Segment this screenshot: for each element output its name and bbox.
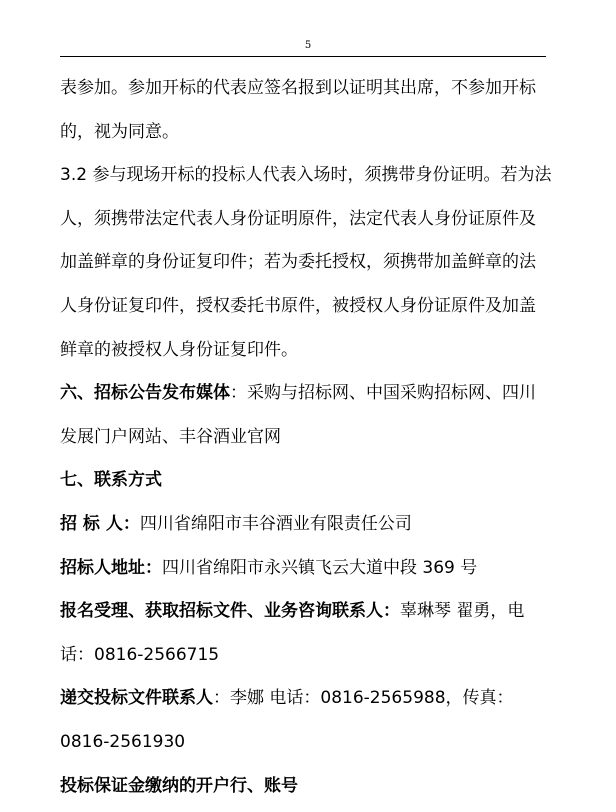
text-run: 四川省绵阳市丰谷酒业有限责任公司 [139, 513, 412, 534]
text-line [60, 67, 550, 111]
text-run: 四川省绵阳市永兴镇飞云大道中段 369 号 [162, 557, 478, 578]
document-body [60, 67, 550, 808]
paragraph [60, 590, 550, 677]
page-number: 5 [304, 40, 312, 51]
text-run: 辜琳琴 翟勇，电 [400, 601, 525, 622]
paragraph [60, 503, 550, 547]
paragraph [60, 459, 550, 503]
text-run: 3.2 参与现场开标的投标人代表入场时，须携带身份证明。若为法 [60, 165, 552, 186]
text-line [60, 677, 550, 721]
bold-text-run: 六、招标公告发布媒体 [60, 383, 230, 404]
text-line [60, 765, 550, 809]
text-line [60, 634, 550, 678]
bold-text-run: 报名受理、获取招标文件、业务咨询联系人： [60, 601, 400, 622]
text-line [60, 111, 550, 155]
header-rule [60, 56, 546, 57]
text-run: 加盖鲜章的身份证复印件；若为委托授权，须携带加盖鲜章的法 [60, 252, 536, 273]
text-line [60, 459, 550, 503]
text-run: 的，视为同意。 [60, 121, 179, 142]
bold-text-run: 七、联系方式 [60, 470, 162, 491]
bold-text-run: 投标保证金缴纳的开户行、账号 [60, 775, 298, 796]
paragraph [60, 67, 550, 154]
text-line [60, 198, 550, 242]
paragraph [60, 765, 550, 809]
text-line [60, 721, 550, 765]
text-run: ：李娜 电话：0816-2565988，传真： [213, 688, 514, 709]
paragraph [60, 677, 550, 764]
text-run: ：采购与招标网、中国采购招标网、四川 [230, 383, 536, 404]
text-run: 发展门户网站、丰谷酒业官网 [60, 426, 281, 447]
text-line [60, 154, 550, 198]
text-run: 话：0816-2566715 [60, 644, 220, 665]
bold-text-run: 招标人地址： [60, 557, 162, 578]
text-run: 表参加。参加开标的代表应签名报到以证明其出席，不参加开标 [60, 78, 536, 98]
text-line [60, 285, 550, 329]
text-run: 人身份证复印件，授权委托书原件，被授权人身份证原件及加盖 [60, 295, 536, 316]
text-line [60, 590, 550, 634]
text-line [60, 241, 550, 285]
paragraph [60, 547, 550, 591]
text-line [60, 372, 550, 416]
text-run: 人，须携带法定代表人身份证明原件，法定代表人身份证原件及 [60, 208, 536, 229]
paragraph [60, 372, 550, 459]
bold-text-run: 招 标 人： [60, 513, 140, 534]
text-line [60, 547, 550, 591]
paragraph [60, 154, 550, 372]
bold-text-run: 递交投标文件联系人 [60, 688, 213, 709]
text-line [60, 329, 550, 373]
text-run: 0816-2561930 [60, 731, 186, 752]
text-run: 鲜章的被授权人身份证复印件。 [60, 339, 298, 360]
text-line [60, 503, 550, 547]
text-line [60, 416, 550, 460]
